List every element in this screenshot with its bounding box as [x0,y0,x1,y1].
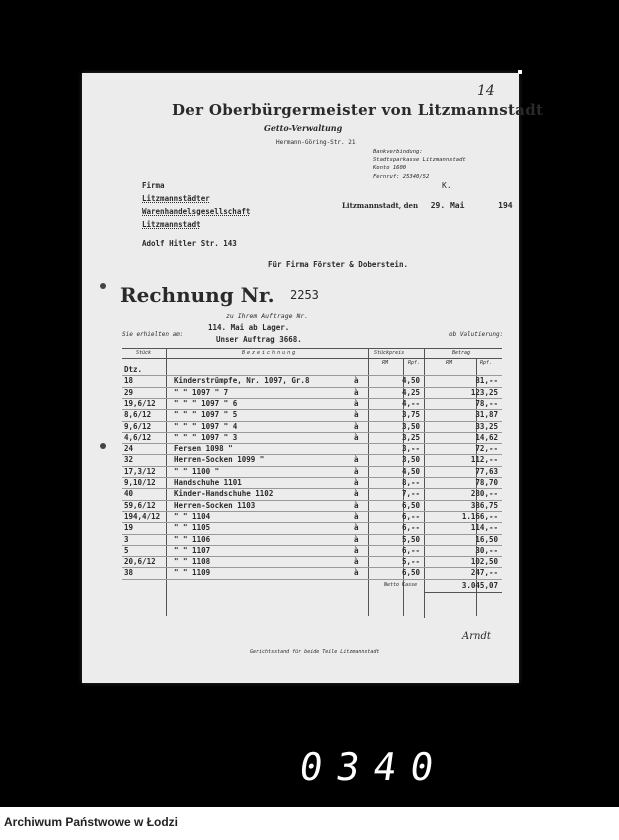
counter-digit: 4 [370,745,400,789]
row-price: 4,50 [401,466,420,476]
row-quantity: 9,10/12 [124,478,156,487]
archive-label: Archiwum Państwowe w Łodzi [4,815,179,829]
bank-line: Stadtsparkasse Litzmannstadt [373,157,466,164]
row-quantity: 19 [124,523,134,533]
row-price: 3,-- [401,444,420,454]
row-description: Kinderstrümpfe, Nr. 1097, Gr.8 [174,376,310,386]
invoice-document [82,73,544,683]
row-price: 3,75 [401,410,420,420]
header-rpf: Rpf. [408,360,421,366]
row-price: 6,50 [401,568,420,578]
letterhead-subtitle: Getto-Verwaltung [264,123,343,133]
row-amount: 386,75 [470,500,498,510]
valuta-label: ob Valutierung: [449,331,504,338]
row-description: Herren-Socken 1103 [174,500,256,510]
row-description: " " 1100 " [174,466,220,476]
auftrag-label: zu Ihrem Auftrage Nr. [226,312,309,320]
erhalten-label: Sie erhielten am: [122,331,184,338]
row-description: " " " 1097 " 5 [174,410,238,420]
recipient-line: Warenhandelsgesellschaft [142,207,251,216]
invoice-number: 2253 [290,288,319,302]
row-price: 3,50 [401,421,420,431]
row-quantity: 29 [124,387,134,397]
date-place: Litzmannstadt, den [342,201,419,210]
row-quantity: 32 [124,455,134,465]
recipient-block [142,179,250,250]
row-quantity: 17,3/12 [124,466,156,476]
row-amount: 114,-- [470,523,498,533]
bank-line: Fernruf: 25340/52 [373,173,430,180]
row-description: Kinder-Handschuhe 1102 [174,489,274,499]
invoice-total: 3.045,07 [461,580,498,590]
header-bezeichnung: Bezeichnung [242,350,298,356]
punch-hole [100,443,106,449]
row-price: 5,-- [401,557,420,567]
signature: Arndt [462,631,491,642]
row-price: 6,50 [401,500,420,510]
row-quantity: 20,6/12 [124,557,156,567]
row-amount: 123,25 [470,387,498,397]
recipient-line: Litzmannstadt [142,220,201,229]
row-unit: à [354,478,359,487]
table-divider [368,348,369,616]
row-unit: à [354,376,359,386]
row-description: Handschuhe 1101 [174,478,242,487]
header-rm: RM [446,360,453,366]
row-unit: à [354,534,359,544]
row-unit: à [354,455,359,465]
row-price: 3,50 [401,455,420,465]
header-stueckpreis: Stückpreis [374,350,405,356]
row-quantity: Dtz. [124,365,143,374]
row-description: " " " 1097 " 3 [174,432,238,442]
row-unit: à [354,421,359,431]
row-quantity: 19,6/12 [124,398,156,408]
bank-details [373,148,466,181]
row-description: Herren-Socken 1099 " [174,455,265,465]
row-quantity: 194,4/12 [124,511,161,521]
date-line [342,201,513,210]
header-rpf: Rpf. [480,360,493,366]
row-unit: à [354,398,359,408]
row-description: " " 1106 [174,534,211,544]
header-betrag: Betrag [452,350,471,356]
row-unit: à [354,511,359,521]
row-description: Fersen 1098 " [174,444,233,454]
row-price: 4,50 [401,376,420,386]
total-rule [424,592,502,593]
row-amount: 31,87 [475,410,498,420]
row-amount: 78,70 [475,478,498,487]
frame-counter [296,745,503,789]
row-quantity: 38 [124,568,134,578]
row-quantity: 24 [124,444,134,454]
row-description: " " 1105 [174,523,211,533]
row-description: " " " 1097 " 4 [174,421,238,431]
page-number: 14 [477,83,495,99]
row-unit: à [354,387,359,397]
row-quantity: 18 [124,376,134,386]
counter-digit: 0 [407,745,437,789]
row-description: " " " 1097 " 6 [174,398,238,408]
letterhead-title: Der Oberbürgermeister von Litzmannstadt [172,101,544,119]
delivery-info: 114. Mai ab Lager. [208,323,290,332]
row-price: 7,-- [401,489,420,499]
row-price: 6,-- [401,523,420,533]
counter-digit: 0 [296,745,326,789]
row-unit: à [354,557,359,567]
order-reference: Unser Auftrag 3668. [216,335,302,344]
invoice-label: Rechnung Nr. [120,283,275,307]
row-price: 4,25 [401,387,420,397]
table-divider [166,348,167,616]
row-description: " " 1108 [174,557,211,567]
row-unit: à [354,500,359,510]
row-amount: 247,-- [470,568,498,578]
row-price: 6,-- [401,545,420,555]
row-quantity: 4,6/12 [124,432,152,442]
row-description: " " 1109 [174,568,211,578]
header-rm: RM [382,360,389,366]
gerichtsstand: Gerichtsstand für beide Teile Litzmannstadt [250,649,380,655]
row-quantity: 40 [124,489,134,499]
letterhead-address: Hermann-Göring-Str. 21 [276,139,356,146]
row-amount: 81,-- [475,376,498,386]
row-unit: à [354,568,359,578]
row-amount: 1.166,-- [461,511,498,521]
date-year: 194 [498,201,513,210]
row-description: " " 1104 [174,511,211,521]
for-firma: Für Firma Förster & Doberstein. [268,260,408,269]
bank-line: Bankverbindung: [373,149,423,155]
row-amount: 30,-- [475,545,498,555]
k-mark: K. [442,181,452,190]
row-price: 6,-- [401,511,420,521]
row-quantity: 8,6/12 [124,410,152,420]
netto-label: Netto Kasse [384,581,418,588]
row-amount: 14,62 [475,432,498,442]
row-unit: à [354,410,359,420]
row-description: " " 1097 " 7 [174,387,229,397]
recipient-line: Litzmannstädter [142,194,210,203]
row-unit: à [354,545,359,555]
row-price: 5,50 [401,534,420,544]
row-unit: à [354,466,359,476]
row-amount: 72,-- [475,444,498,454]
row-price: 8,-- [401,478,420,487]
row-price: 3,25 [401,432,420,442]
counter-digit: 3 [333,745,363,789]
row-description: " " 1107 [174,545,211,555]
row-amount: 78,-- [475,398,498,408]
table-rule [122,348,502,349]
table-divider [424,348,425,618]
punch-hole [100,283,106,289]
row-price: 4,-- [401,398,420,408]
row-amount: 112,-- [470,455,498,465]
row-quantity: 5 [124,545,129,555]
row-amount: 280,-- [470,489,498,499]
row-unit: à [354,489,359,499]
row-quantity: 3 [124,534,129,544]
row-quantity: 9,6/12 [124,421,152,431]
row-amount: 77,63 [475,466,498,476]
date-value: 29. Mai [430,201,465,210]
row-amount: 16,50 [475,534,498,544]
row-unit: à [354,523,359,533]
row-rule [122,579,502,580]
recipient-line: Adolf Hitler Str. 143 [142,239,237,248]
recipient-line: Firma [142,181,165,190]
bank-line: Konto 1600 [373,165,407,172]
row-unit: à [354,432,359,442]
header-stueck: Stück [136,350,152,356]
table-rule [122,358,502,359]
row-quantity: 59,6/12 [124,500,156,510]
row-amount: 102,50 [470,557,498,567]
row-amount: 33,25 [475,421,498,431]
